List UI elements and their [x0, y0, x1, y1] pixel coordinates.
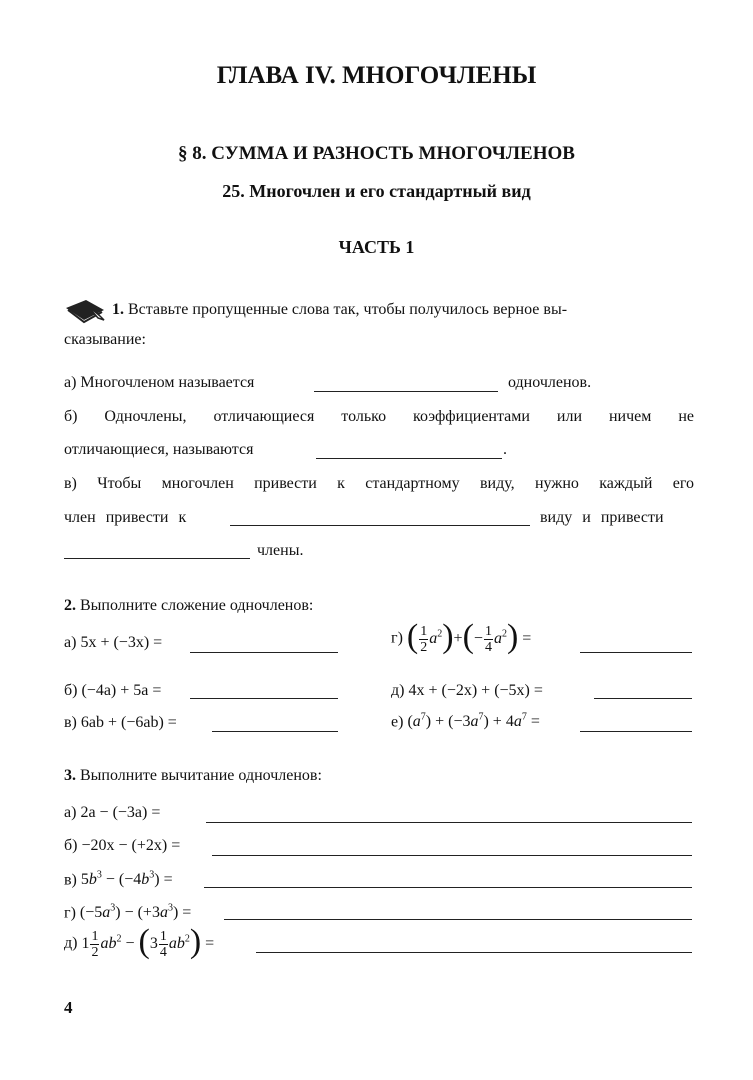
fraction: $\frac{1}{4}$: [484, 623, 492, 655]
task3-d: [64, 923, 215, 961]
task2-heading: [64, 597, 313, 615]
task2-v-expr: 6ab + (−6ab) =: [80, 714, 177, 731]
task2-title: Выполните сложение одночленов:: [80, 597, 314, 614]
task3-g-answer[interactable]: [224, 919, 692, 920]
task3-d-answer[interactable]: [256, 952, 692, 953]
task1-v-line3-after: члены.: [257, 542, 304, 559]
task3-g-label: г): [64, 904, 76, 922]
task1-line2: сказывание:: [64, 331, 146, 348]
task3-g: [64, 903, 191, 922]
task2-g-label: г): [391, 629, 403, 647]
task3-g-expr: $(-5a^3) - (+3a^3)$ =: [79, 903, 192, 922]
task2-g-answer[interactable]: [580, 652, 692, 653]
task3-v-expr: $5b^3 - (-4b^3)$ =: [80, 870, 173, 889]
task3-a-expr: 2a − (−3a) =: [80, 804, 161, 821]
fraction: $\frac{1}{2}$: [420, 623, 428, 655]
task2-d-answer[interactable]: [594, 698, 692, 699]
task1-v-line1: в) Чтобы многочлен привести к стандартному виду, нужно каждый его: [64, 475, 694, 492]
task2-b: [64, 682, 161, 700]
pencil-notebook-icon: [64, 296, 106, 324]
task3-b-expr: −20x − (+2x) =: [81, 837, 181, 854]
task1-b-line1: б) Одночлены, отличающиеся только коэффициентами или ничем не: [64, 408, 694, 425]
task2-e-label: е): [391, 713, 404, 731]
task2-d: [391, 682, 543, 700]
task2-b-expr: (−4a) + 5a =: [81, 682, 162, 699]
task3-b-label: б): [64, 837, 78, 854]
task3-v: [64, 870, 173, 889]
task1-v-line2-after: виду и привести: [540, 509, 664, 526]
task3-a-label: а): [64, 804, 77, 821]
task1-a-before: а) Многочленом называется: [64, 374, 255, 391]
part-title: ЧАСТЬ 1: [338, 237, 415, 257]
section-title: § 8. СУММА И РАЗНОСТЬ МНОГОЧЛЕНОВ: [178, 143, 575, 164]
task2-b-label: б): [64, 682, 78, 699]
task1-b-line2-before: отличающиеся, называются: [64, 441, 254, 458]
task3-b: [64, 837, 180, 855]
task2-a-answer[interactable]: [190, 652, 338, 653]
task2-a-label: а): [64, 634, 77, 651]
task1-line1: [112, 301, 567, 319]
task1-v-blank1[interactable]: [230, 525, 530, 526]
task1-a-blank[interactable]: [314, 391, 498, 392]
task3-number: 3.: [64, 767, 76, 784]
task3-d-expr: 1 $\frac{1}{2}$ $ab^2 - (3$ $\frac{1}{4}$ $ab^2$) =: [81, 923, 215, 960]
task3-d-label: д): [64, 934, 78, 952]
task3-b-answer[interactable]: [212, 855, 692, 856]
task1-a-after: одночленов.: [508, 374, 592, 391]
task3-a-answer[interactable]: [206, 822, 692, 823]
task2-v-label: в): [64, 714, 77, 731]
task2-e-answer[interactable]: [580, 731, 692, 732]
task2-e: [391, 712, 540, 731]
task2-a: [64, 634, 162, 652]
task3-v-answer[interactable]: [204, 887, 692, 888]
task1-text: Вставьте пропущенные слова так, чтобы получилось верное вы-: [128, 301, 568, 318]
page-number: 4: [64, 998, 73, 1017]
subsection-title: 25. Многочлен и его стандартный вид: [222, 181, 531, 201]
fraction: $\frac{1}{4}$: [159, 928, 167, 960]
task2-a-expr: 5x + (−3x) =: [80, 634, 163, 651]
task2-number: 2.: [64, 597, 76, 614]
task2-v-answer[interactable]: [212, 731, 338, 732]
task2-v: [64, 714, 177, 732]
task1-v-line2-before: член привести к: [64, 509, 187, 526]
chapter-title: ГЛАВА IV. МНОГОЧЛЕНЫ: [216, 62, 537, 89]
task2-b-answer[interactable]: [190, 698, 338, 699]
task3-v-label: в): [64, 871, 77, 889]
task2-d-expr: 4x + (−2x) + (−5x) =: [408, 682, 543, 699]
task2-g-expr: ( $\frac{1}{2}$ $a^2)+(-$ $\frac{1}{4}$ $a^2$) =: [406, 618, 532, 655]
task3-heading: [64, 767, 322, 785]
fraction: $\frac{1}{2}$: [91, 928, 99, 960]
task2-d-label: д): [391, 682, 405, 699]
task1-b-blank[interactable]: [316, 458, 502, 459]
task1-b-line2-after: .: [503, 441, 507, 458]
task3-a: [64, 804, 160, 822]
task2-e-expr: $(a^7) + (-3a^7) + 4a^7$ =: [407, 712, 540, 731]
task3-title: Выполните вычитание одночленов:: [80, 767, 322, 784]
task1-v-blank2[interactable]: [64, 558, 250, 559]
task2-g: [391, 618, 532, 656]
task1-number: 1.: [112, 301, 124, 318]
